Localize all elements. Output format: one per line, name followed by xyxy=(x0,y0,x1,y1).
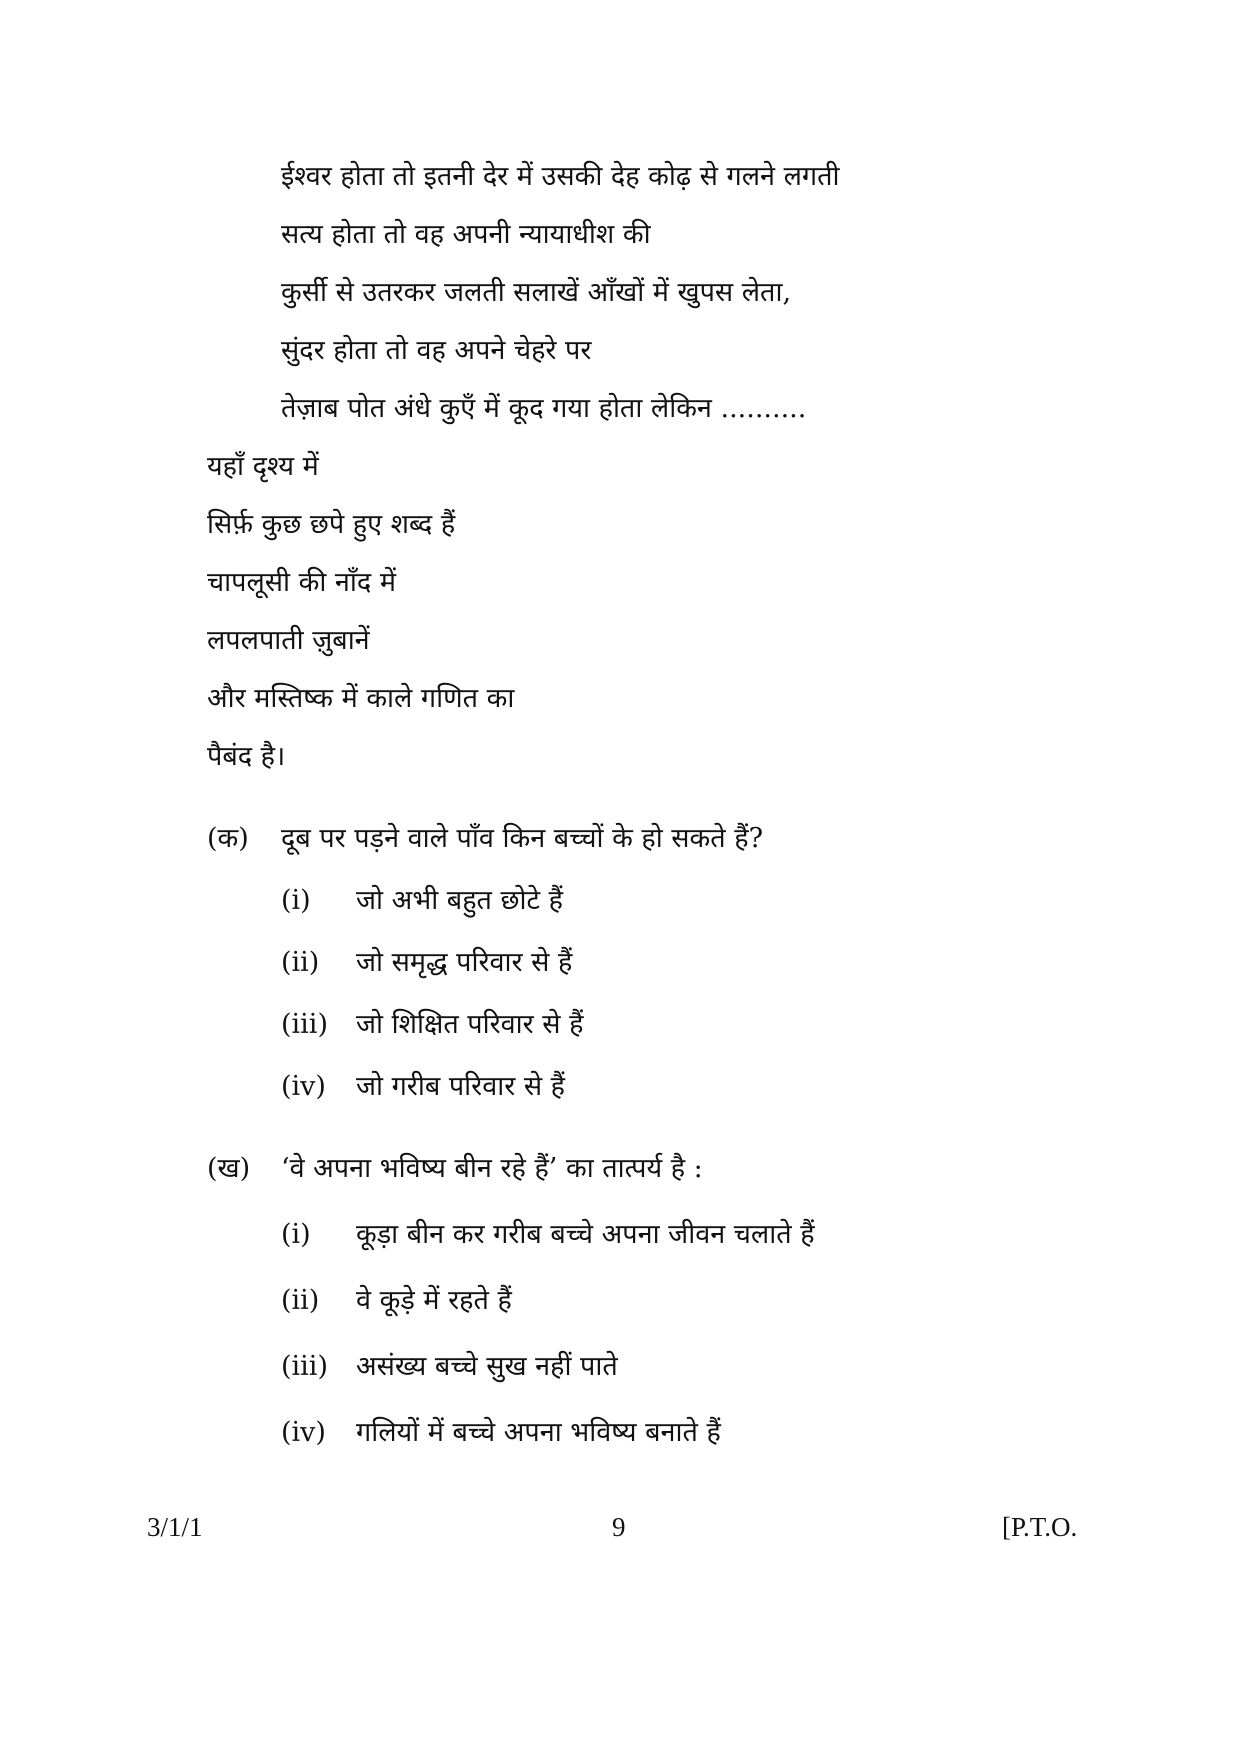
option-label: (ii) xyxy=(281,1285,320,1316)
pto-note: [P.T.O. xyxy=(1002,1512,1078,1542)
poem-line: सत्य होता तो वह अपनी न्यायाधीश की xyxy=(281,219,651,250)
question-label: (क) xyxy=(207,823,249,854)
option-label: (iv) xyxy=(281,1417,326,1448)
page-number: 9 xyxy=(612,1512,626,1542)
option-label: (ii) xyxy=(281,947,320,978)
question-text: ‘वे अपना भविष्य बीन रहे हैं’ का तात्पर्य है : xyxy=(281,1153,703,1184)
option-label: (iv) xyxy=(281,1071,326,1102)
question-text: दूब पर पड़ने वाले पाँव किन बच्चों के हो सकते हैं? xyxy=(281,823,764,854)
option-text: वे कूड़े में रहते हैं xyxy=(356,1285,512,1316)
poem-line: यहाँ दृश्य में xyxy=(207,451,319,482)
option-text: असंख्य बच्चे सुख नहीं पाते xyxy=(356,1351,618,1382)
option-label: (iii) xyxy=(281,1351,328,1382)
poem-line: ईश्वर होता तो इतनी देर में उसकी देह कोढ़ से गलने लगती xyxy=(281,161,840,192)
option-text: जो अभी बहुत छोटे हैं xyxy=(356,885,563,916)
option-label: (i) xyxy=(281,1219,311,1250)
question-label: (ख) xyxy=(207,1153,251,1184)
poem-line: पैबंद है। xyxy=(207,741,286,772)
poem-line: सुंदर होता तो वह अपने चेहरे पर xyxy=(281,335,592,366)
option-label: (iii) xyxy=(281,1009,328,1040)
option-text: जो गरीब परिवार से हैं xyxy=(356,1071,566,1102)
option-label: (i) xyxy=(281,885,311,916)
paper-code: 3/1/1 xyxy=(147,1512,203,1542)
poem-line: सिर्फ़ कुछ छपे हुए शब्द हैं xyxy=(207,509,456,540)
option-text: कूड़ा बीन कर गरीब बच्चे अपना जीवन चलाते हैं xyxy=(356,1219,815,1250)
poem-line: लपलपाती ज़ुबानें xyxy=(207,625,370,656)
option-text: गलियों में बच्चे अपना भविष्य बनाते हैं xyxy=(356,1417,721,1448)
poem-line: कुर्सी से उतरकर जलती सलाखें आँखों में खुपस लेता, xyxy=(281,277,792,308)
poem-line: तेज़ाब पोत अंधे कुएँ में कूद गया होता लेकिन .......... xyxy=(281,393,807,424)
option-text: जो शिक्षित परिवार से हैं xyxy=(356,1009,584,1040)
poem-line: और मस्तिष्क में काले गणित का xyxy=(207,683,515,714)
option-text: जो समृद्ध परिवार से हैं xyxy=(356,947,573,978)
poem-line: चापलूसी की नाँद में xyxy=(207,567,396,598)
